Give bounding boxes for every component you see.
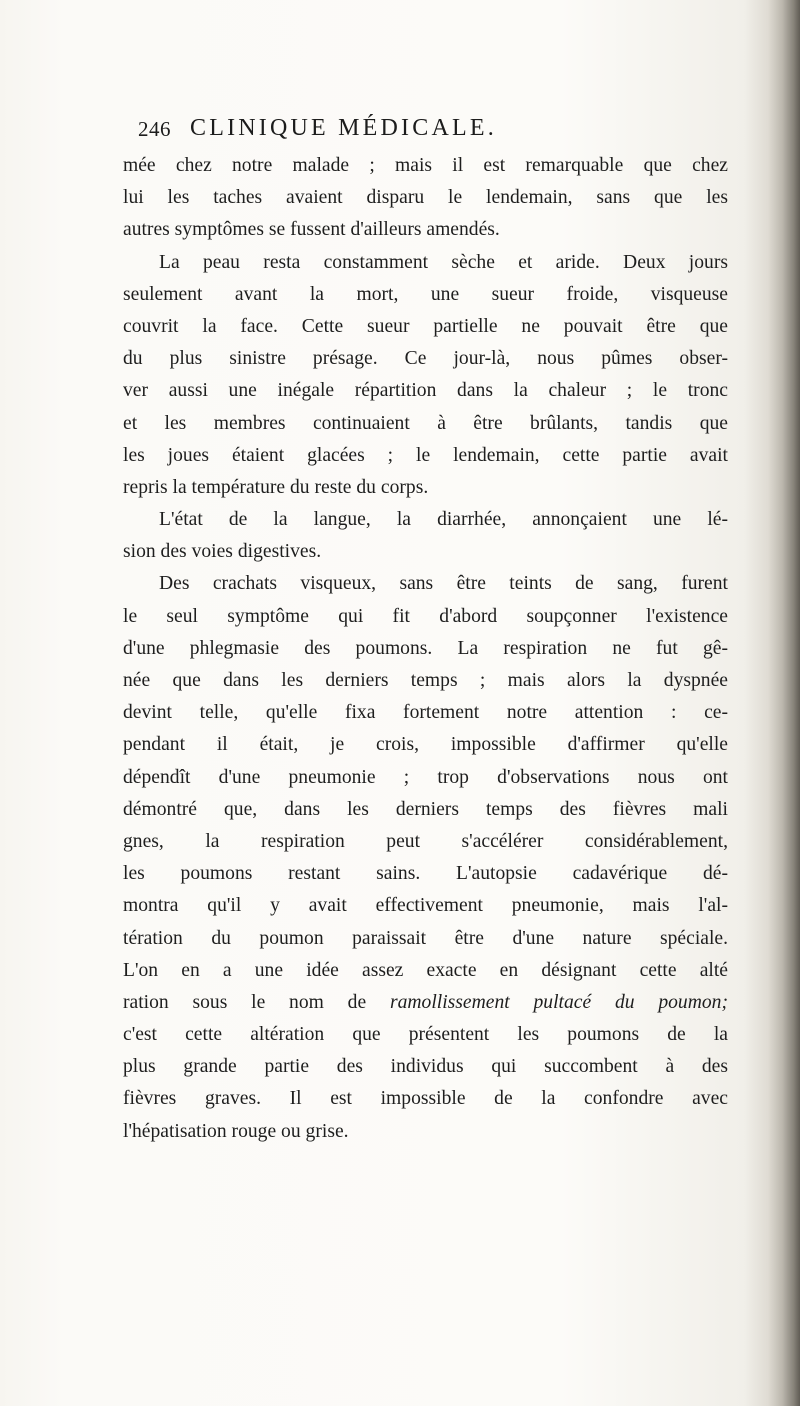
text-line: lui les taches avaient disparu le lendemain, sans que les [123,187,728,209]
text-line: les poumons restant sains. L'autopsie cadavérique dé- [123,863,728,885]
text-line: née que dans les derniers temps ; mais alors la dyspnée [123,670,728,691]
text-line: repris la température du reste du corps. [123,476,429,498]
text-line: devint telle, qu'elle fixa fortement notre attention : ce- [123,702,728,724]
text-line: plus grande partie des individus qui succombent à des [123,1056,728,1078]
text-line: Des crachats visqueux, sans être teints de sang, furent [159,573,728,595]
text-line-with-italic [123,987,728,1019]
page-edge-shadow [768,0,800,1406]
running-head: CLINIQUE MÉDICALE. [190,115,497,141]
text-line: sion des voies digestives. [123,541,322,563]
text-line: démontré que, dans les derniers temps des fièvres mali [123,798,728,820]
text-line: c'est cette altération que présentent les poumons de la [123,1024,728,1046]
text-line: ver aussi une inégale répartition dans la chaleur ; le tronc [123,380,728,402]
page-number: 246 [138,117,171,141]
text-line: fièvres graves. Il est impossible de la confondre avec [123,1088,728,1110]
text-line: tération du poumon paraissait être d'une nature spéciale. [123,927,728,949]
italic-term: ramollissement pultacé du poumon; [389,991,728,1013]
text-line: seulement avant la mort, une sueur froide, visqueuse [123,283,728,305]
text-line: L'état de la langue, la diarrhée, annonçaient une lé- [159,509,728,531]
text-line: et les membres continuaient à être brûlants, tandis que [123,412,728,434]
text-line: les joues étaient glacées ; le lendemain, cette partie avait [123,444,728,466]
text-line: pendant il était, je crois, impossible d'affirmer qu'elle [123,734,728,756]
text-fragment: ration sous le nom de [123,991,390,1013]
text-line: couvrit la face. Cette sueur partielle ne pouvait être que [123,315,728,337]
body-text [123,150,728,1148]
text-line: montra qu'il y avait effectivement pneumonie, mais l'al- [123,895,728,917]
text-line: La peau resta constamment sèche et aride. Deux jours [159,251,728,273]
text-line: L'on en a une idée assez exacte en désignant cette alté [123,959,728,981]
page-header [138,115,718,149]
text-line: dépendît d'une pneumonie ; trop d'observations nous ont [123,766,728,788]
text-line: gnes, la respiration peut s'accélérer considérablement, [123,830,728,852]
text-line: d'une phlegmasie des poumons. La respiration ne fut gê- [123,637,728,659]
text-line: l'hépatisation rouge ou grise. [123,1120,349,1142]
text-line: du plus sinistre présage. Ce jour-là, nous pûmes obser- [123,348,728,370]
text-line: le seul symptôme qui fit d'abord soupçonner l'existence [123,605,728,627]
text-line: mée chez notre malade ; mais il est remarquable que chez [123,155,728,176]
text-line: autres symptômes se fussent d'ailleurs amendés. [123,219,500,241]
